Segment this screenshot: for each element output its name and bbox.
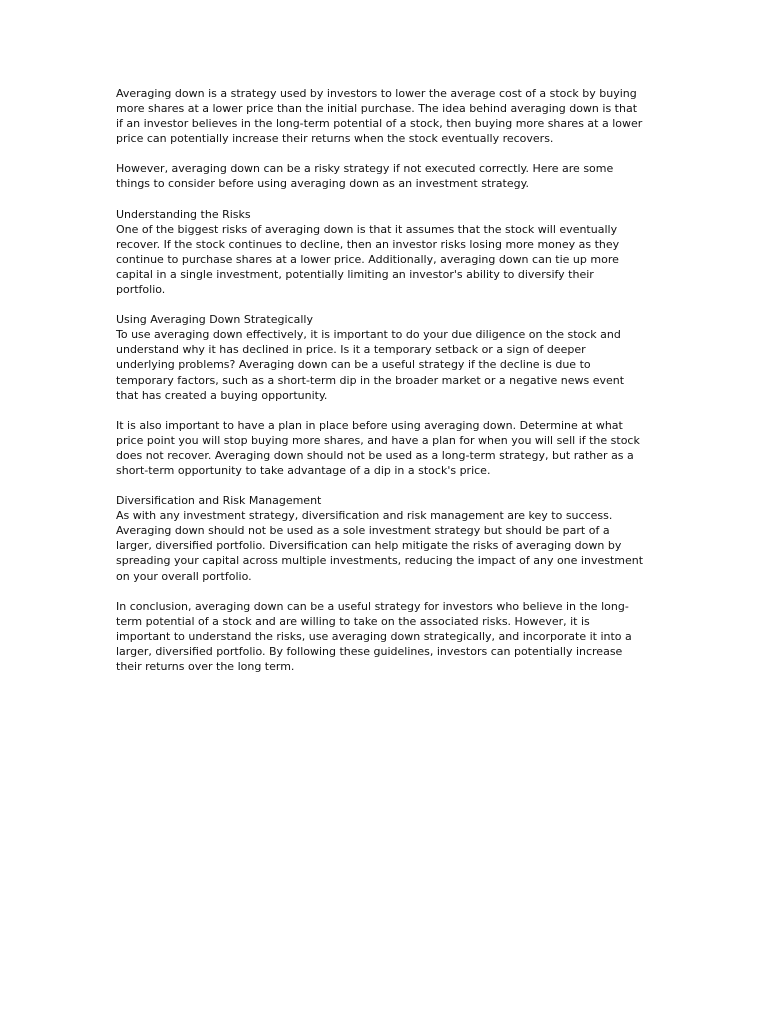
section-paragraph: As with any investment strategy, diversification and risk management are key to success. Averaging down should not be used as a sole investment strategy but should be part of a larger, diversified portfolio. Diversification can help mitigate the risks of averaging down by spreading your capital across multiple investments, reducing the impact of any one investment on your overall portfolio. bbox=[116, 509, 644, 583]
caution-paragraph: However, averaging down can be a risky strategy if not executed correctly. Here are some things to consider before using averaging down as an investment strategy. bbox=[116, 162, 614, 191]
section-heading: Using Averaging Down Strategically bbox=[116, 313, 313, 327]
section-paragraph: It is also important to have a plan in place before using averaging down. Determine at what price point you will stop buying more shares, and have a plan for when you will sell if the stock does not recover. Averaging down should not be used as a long-term strategy, but rather as a short-term opportunity to take advantage of a dip in a stock's price. bbox=[116, 418, 640, 477]
section-paragraph: To use averaging down effectively, it is important to do your due diligence on the stock and understand why it has declined in price. Is it a temporary setback or a sign of deeper underlying problems? Averaging down can be a useful strategy if the decline is due to temporary factors, such as a short-term dip in the broader market or a negative news event that has created a buying opportunity. bbox=[116, 328, 625, 402]
conclusion-paragraph: In conclusion, averaging down can be a useful strategy for investors who believe in the long-term potential of a stock and are willing to take on the associated risks. However, it is important to understand the risks, use averaging down strategically, and incorporate it into a larger, diversified portfolio. By following these guidelines, investors can potentially increase their returns over the long term. bbox=[116, 599, 632, 673]
section-paragraph: One of the biggest risks of averaging down is that it assumes that the stock will eventually recover. If the stock continues to decline, then an investor risks losing more money as they continue to purchase shares at a lower price. Additionally, averaging down can tie up more capital in a single investment, potentially limiting an investor's ability to diversify their portfolio. bbox=[116, 222, 620, 297]
document-body bbox=[116, 86, 646, 689]
intro-paragraph: Averaging down is a strategy used by investors to lower the average cost of a stock by buying more shares at a lower price than the initial purchase. The idea behind averaging down is that if an investor believes in the long-term potential of a stock, then buying more shares at a lower price can potentially increase their returns when the stock eventually recovers. bbox=[116, 87, 643, 146]
section-using-strategically bbox=[116, 312, 646, 403]
section-understanding-risks bbox=[116, 207, 646, 298]
section-heading: Understanding the Risks bbox=[116, 207, 251, 221]
section-heading: Diversification and Risk Management bbox=[116, 494, 322, 508]
section-diversification bbox=[116, 493, 646, 584]
